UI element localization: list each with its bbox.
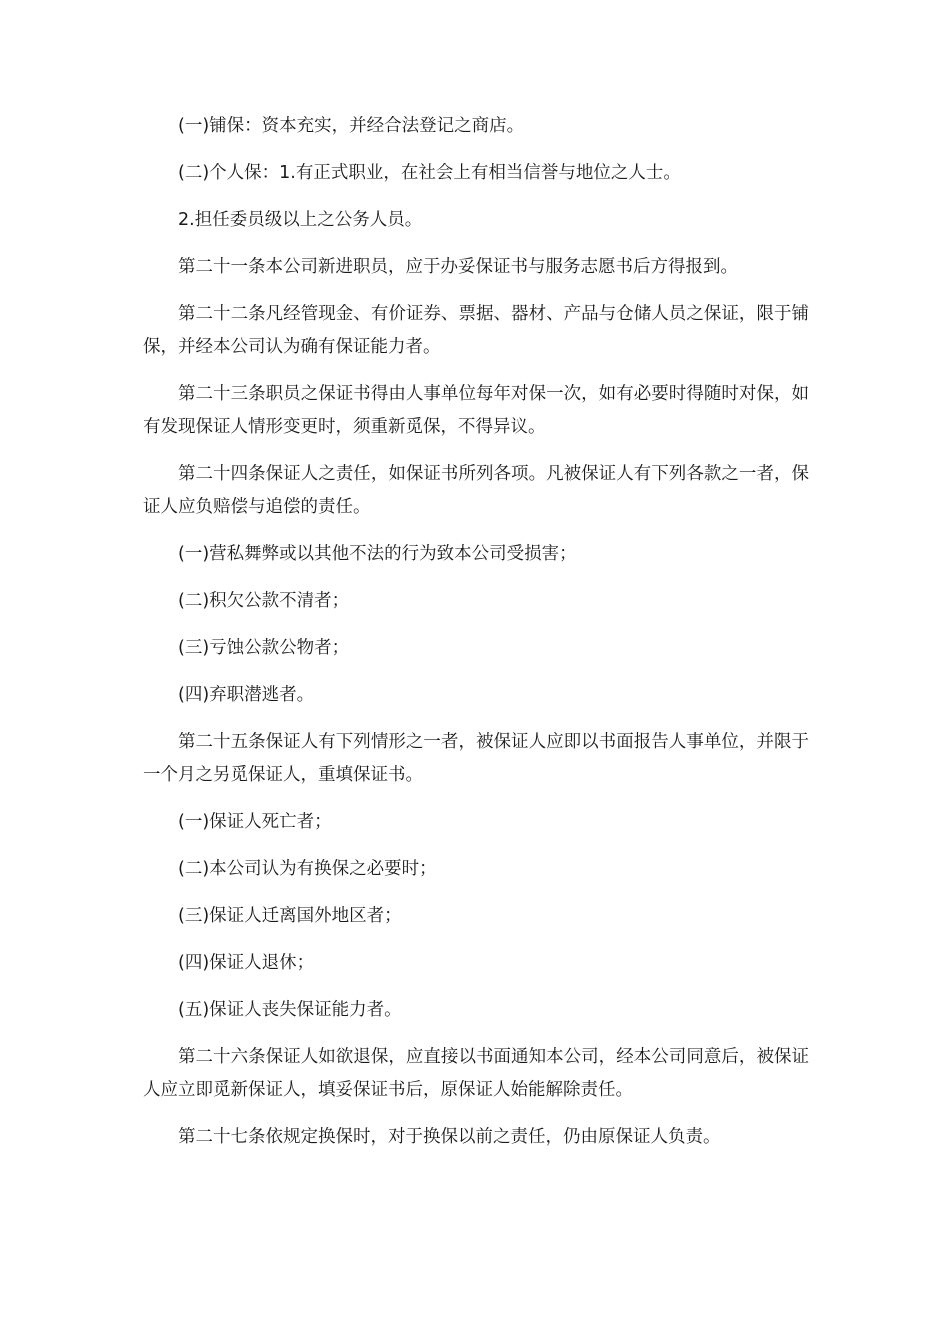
- paragraph-article-27: 第二十七条依规定换保时，对于换保以前之责任，仍由原保证人负责。: [178, 1127, 721, 1147]
- list-item: (三)亏蚀公款公物者；: [178, 638, 350, 658]
- paragraph-personal-guarantee: (二)个人保：1.有正式职业，在社会上有相当信誉与地位之人士。: [178, 163, 681, 183]
- list-item: (二)本公司认为有换保之必要时；: [178, 859, 437, 879]
- paragraph-article-23: 第二十三条职员之保证书得由人事单位每年对保一次，如有必要时得随时对保，如有发现保证人情形变更时，须重新觅保，不得异议。: [143, 384, 809, 437]
- list-item: (四)保证人退休；: [178, 953, 315, 973]
- paragraph-article-21: 第二十一条本公司新进职员，应于办妥保证书与服务志愿书后方得报到。: [178, 257, 738, 277]
- list-item: (一)保证人死亡者；: [178, 812, 332, 832]
- list-item: (一)营私舞弊或以其他不法的行为致本公司受损害；: [178, 544, 577, 564]
- paragraph-article-22: 第二十二条凡经管现金、有价证券、票据、器材、产品与仓储人员之保证，限于铺保，并经本公司认为确有保证能力者。: [143, 304, 809, 357]
- paragraph-shop-guarantee: (一)铺保：资本充实，并经合法登记之商店。: [178, 116, 525, 136]
- list-item: (二)积欠公款不清者；: [178, 591, 350, 611]
- paragraph-personal-guarantee-2: 2.担任委员级以上之公务人员。: [178, 210, 423, 230]
- paragraph-article-25: 第二十五条保证人有下列情形之一者，被保证人应即以书面报告人事单位，并限于一个月之另觅保证人，重填保证书。: [143, 732, 809, 785]
- paragraph-article-24: 第二十四条保证人之责任，如保证书所列各项。凡被保证人有下列各款之一者，保证人应负赔偿与追偿的责任。: [143, 464, 809, 517]
- list-item: (三)保证人迁离国外地区者；: [178, 906, 402, 926]
- paragraph-article-26: 第二十六条保证人如欲退保，应直接以书面通知本公司，经本公司同意后，被保证人应立即觅新保证人，填妥保证书后，原保证人始能解除责任。: [143, 1047, 809, 1100]
- list-item: (四)弃职潜逃者。: [178, 685, 315, 705]
- list-item: (五)保证人丧失保证能力者。: [178, 1000, 402, 1020]
- document-body: [143, 110, 809, 1168]
